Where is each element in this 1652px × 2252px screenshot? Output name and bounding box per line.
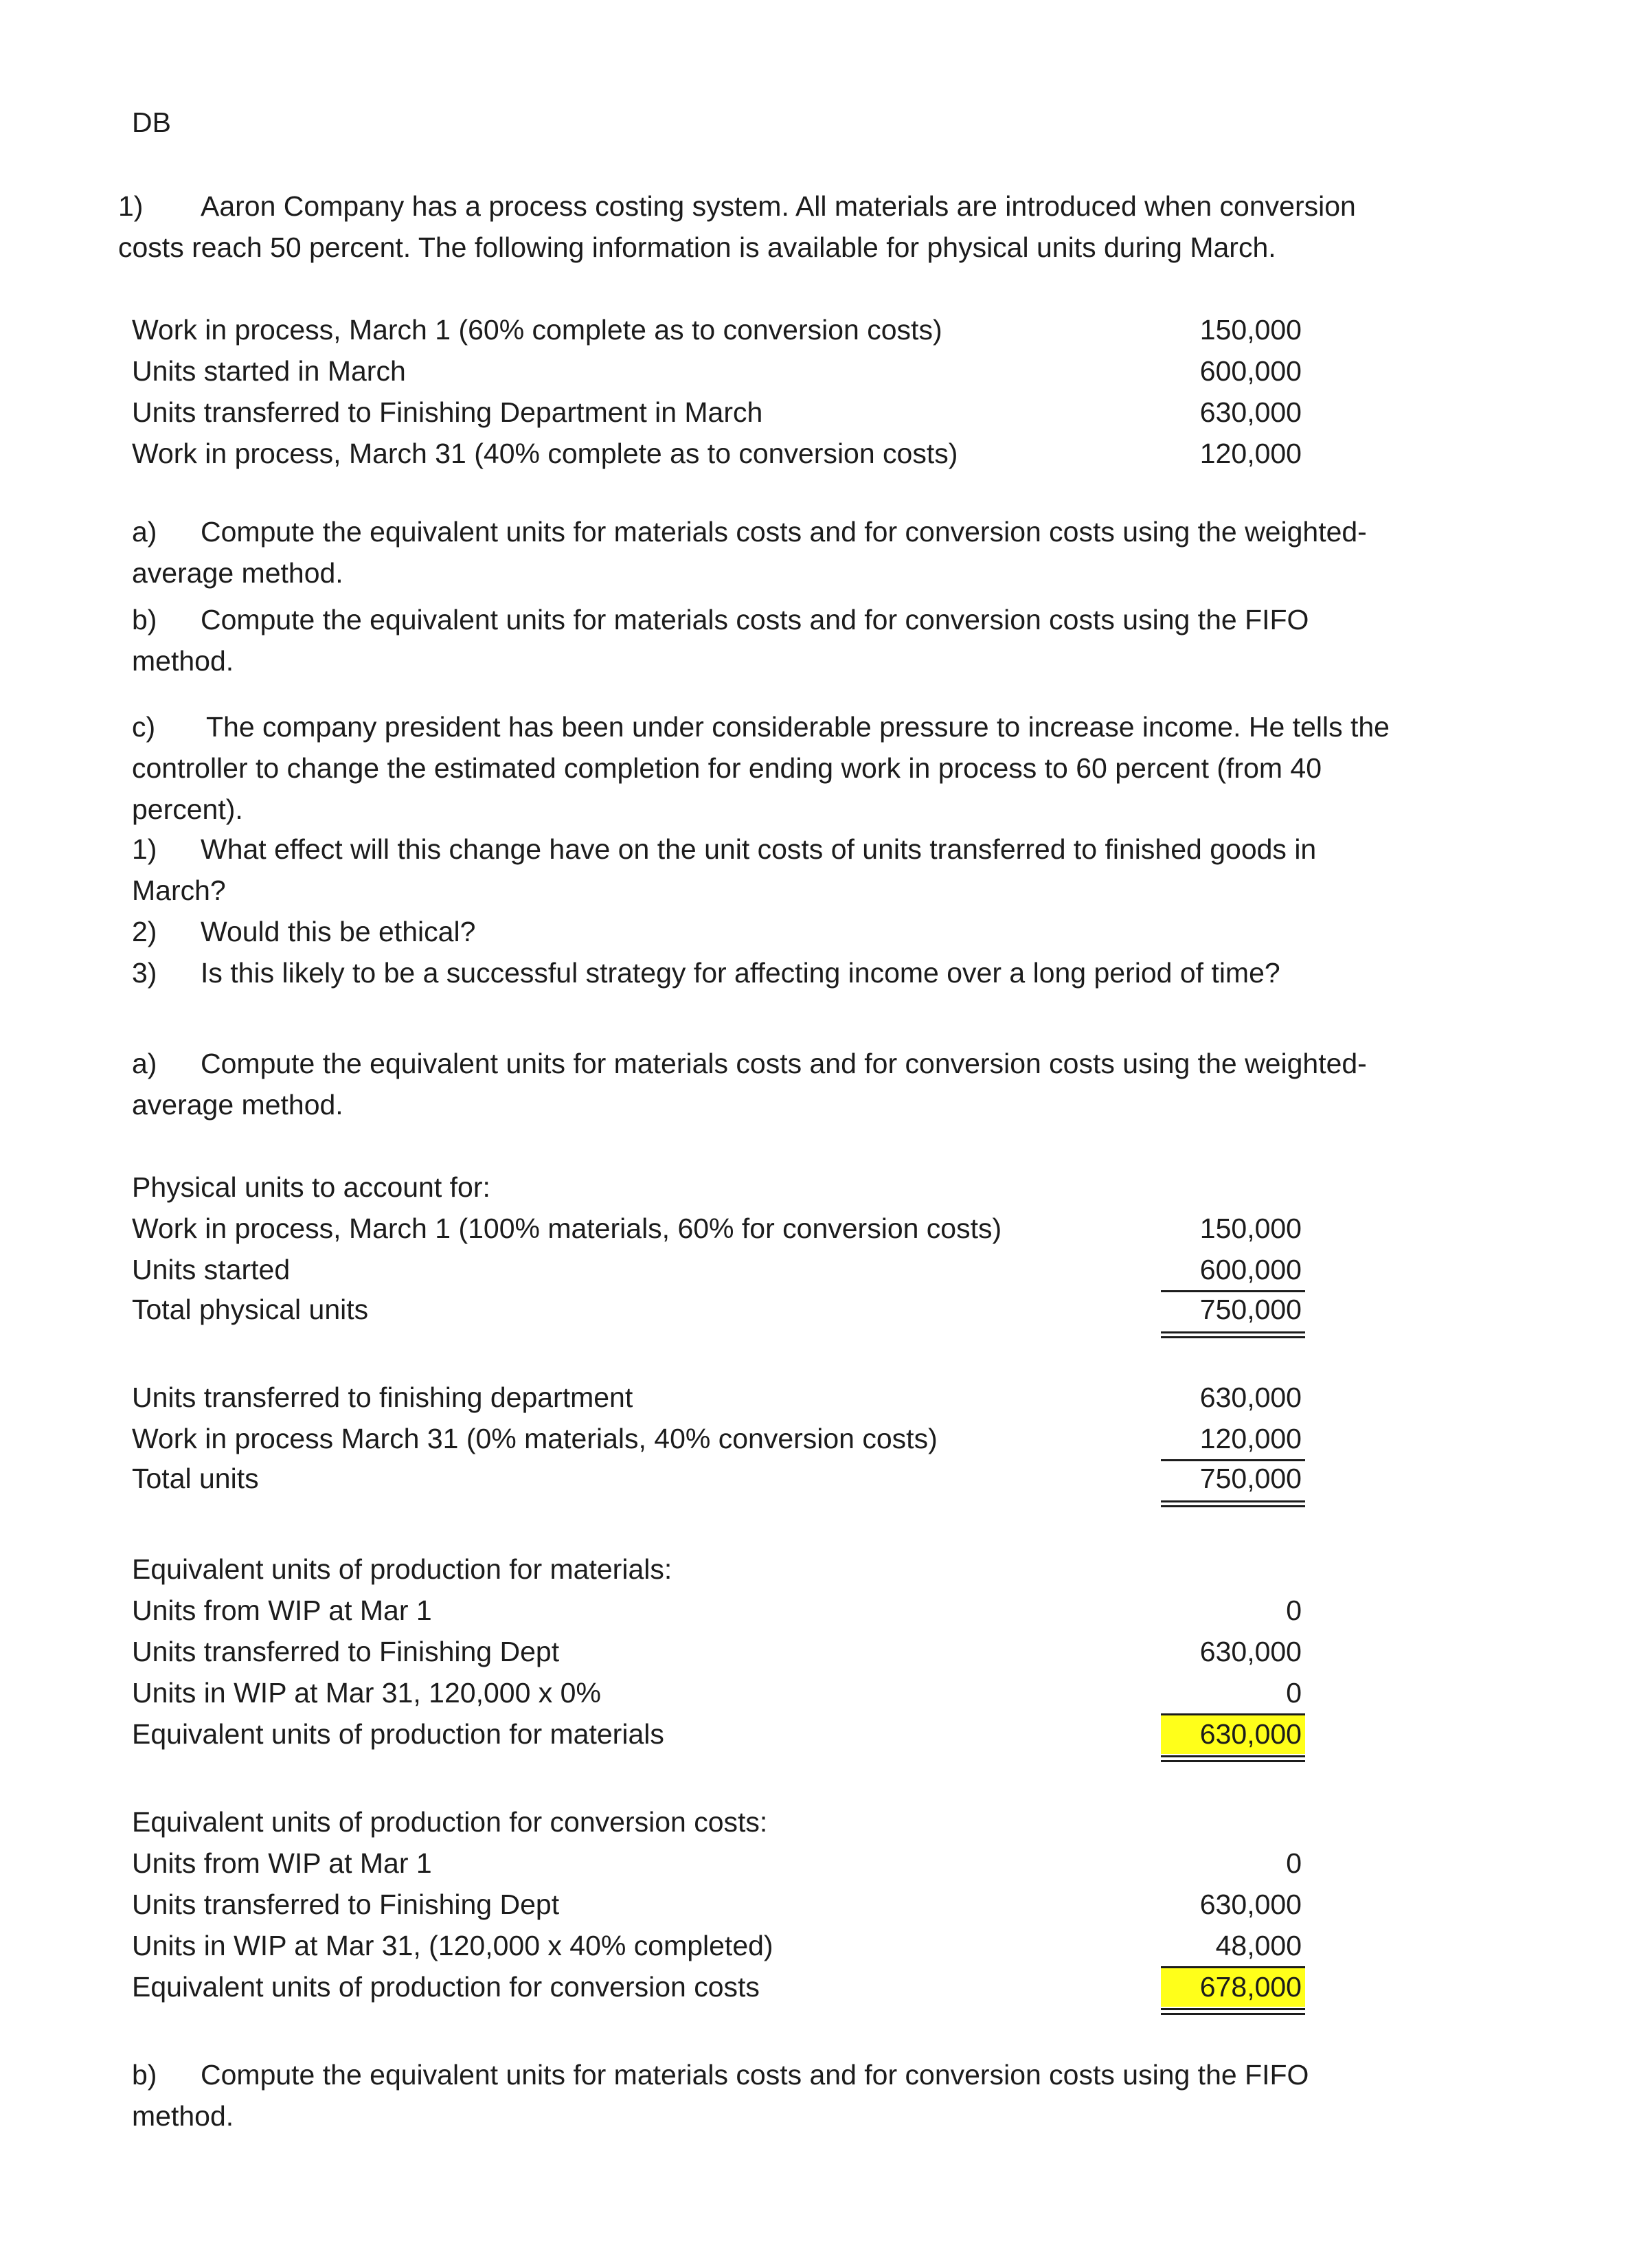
part-b-letter: b) — [132, 604, 157, 635]
row-value: 630,000 — [1199, 1889, 1302, 1920]
row-value: 600,000 — [1199, 1254, 1302, 1285]
double-underline — [1161, 1331, 1305, 1333]
row-value: 120,000 — [1199, 1423, 1302, 1454]
row-label: Work in process March 31 (0% materials, 40% conversion costs) — [132, 1423, 938, 1454]
row-value: 630,000 — [1199, 1636, 1302, 1667]
answer-b-line-2: method. — [132, 2100, 234, 2132]
total-value: 750,000 — [1199, 1294, 1302, 1325]
total-label: Equivalent units of production for materials — [132, 1718, 664, 1750]
part-a-line-2: average method. — [132, 557, 343, 589]
double-underline — [1161, 1336, 1305, 1338]
row-label: Units from WIP at Mar 1 — [132, 1847, 432, 1879]
info-value: 120,000 — [1199, 438, 1302, 469]
row-label: Work in process, March 1 (100% materials, 60% for conversion costs) — [132, 1213, 1002, 1244]
subquestion-number: 2) — [132, 916, 157, 947]
part-c-letter: c) — [132, 711, 156, 743]
row-label: Units transferred to Finishing Dept — [132, 1889, 560, 1920]
part-b-line-2: method. — [132, 645, 234, 677]
question-number: 1) — [118, 190, 144, 222]
question-line-2: costs reach 50 percent. The following information is available for physical units during March. — [118, 232, 1276, 263]
double-underline — [1161, 1755, 1305, 1757]
answer-a-line-1: Compute the equivalent units for materials costs and for conversion costs using the weighted- — [201, 1048, 1367, 1079]
answer-a-letter: a) — [132, 1048, 157, 1079]
section-heading: Equivalent units of production for conversion costs: — [132, 1806, 768, 1838]
document-header: DB — [132, 106, 171, 138]
row-value: 0 — [1286, 1595, 1302, 1626]
row-label: Units in WIP at Mar 31, (120,000 x 40% completed) — [132, 1930, 773, 1961]
row-label: Units transferred to Finishing Dept — [132, 1636, 560, 1667]
highlighted-total-value: 678,000 — [1199, 1971, 1302, 2003]
info-value: 150,000 — [1199, 314, 1302, 346]
answer-b-line-1: Compute the equivalent units for materials costs and for conversion costs using the FIFO — [201, 2059, 1309, 2091]
answer-b-letter: b) — [132, 2059, 157, 2091]
info-label: Work in process, March 31 (40% complete as to conversion costs) — [132, 438, 958, 469]
subquestion-line: Is this likely to be a successful strategy for affecting income over a long period of time? — [201, 957, 1280, 989]
double-underline — [1161, 2008, 1305, 2010]
subquestion-line: Would this be ethical? — [201, 916, 476, 947]
highlighted-total-value: 630,000 — [1199, 1718, 1302, 1750]
row-label: Units from WIP at Mar 1 — [132, 1595, 432, 1626]
part-a-letter: a) — [132, 516, 157, 548]
part-c-line-1: The company president has been under considerable pressure to increase income. He tells the — [206, 711, 1390, 743]
subquestion-line: March? — [132, 875, 226, 906]
info-label: Work in process, March 1 (60% complete as to conversion costs) — [132, 314, 942, 346]
row-value: 48,000 — [1215, 1930, 1302, 1961]
question-line-1: Aaron Company has a process costing system. All materials are introduced when conversion — [201, 190, 1356, 222]
double-underline — [1161, 1760, 1305, 1762]
section-heading: Physical units to account for: — [132, 1171, 490, 1203]
subquestion-line: What effect will this change have on the unit costs of units transferred to finished goods in — [201, 833, 1317, 865]
subquestion-number: 1) — [132, 833, 157, 865]
info-value: 600,000 — [1199, 355, 1302, 387]
info-value: 630,000 — [1199, 396, 1302, 428]
subquestion-number: 3) — [132, 957, 157, 989]
info-label: Units transferred to Finishing Department in March — [132, 396, 763, 428]
answer-a-line-2: average method. — [132, 1089, 343, 1121]
row-value: 0 — [1286, 1847, 1302, 1879]
section-heading: Equivalent units of production for materials: — [132, 1553, 672, 1585]
row-label: Units started — [132, 1254, 291, 1285]
row-value: 150,000 — [1199, 1213, 1302, 1244]
double-underline — [1161, 1505, 1305, 1507]
row-value: 630,000 — [1199, 1382, 1302, 1413]
total-label: Equivalent units of production for conversion costs — [132, 1971, 760, 2003]
row-label: Units in WIP at Mar 31, 120,000 x 0% — [132, 1677, 601, 1709]
row-label: Units transferred to finishing department — [132, 1382, 633, 1413]
info-label: Units started in March — [132, 355, 406, 387]
part-c-line-3: percent). — [132, 793, 243, 825]
row-value: 0 — [1286, 1677, 1302, 1709]
total-label: Total units — [132, 1463, 259, 1494]
total-label: Total physical units — [132, 1294, 369, 1325]
part-a-line-1: Compute the equivalent units for materials costs and for conversion costs using the weighted- — [201, 516, 1367, 548]
part-b-line-1: Compute the equivalent units for materials costs and for conversion costs using the FIFO — [201, 604, 1309, 635]
part-c-line-2: controller to change the estimated completion for ending work in process to 60 percent (from 40 — [132, 752, 1322, 784]
double-underline — [1161, 2013, 1305, 2015]
total-value: 750,000 — [1199, 1463, 1302, 1494]
double-underline — [1161, 1500, 1305, 1502]
